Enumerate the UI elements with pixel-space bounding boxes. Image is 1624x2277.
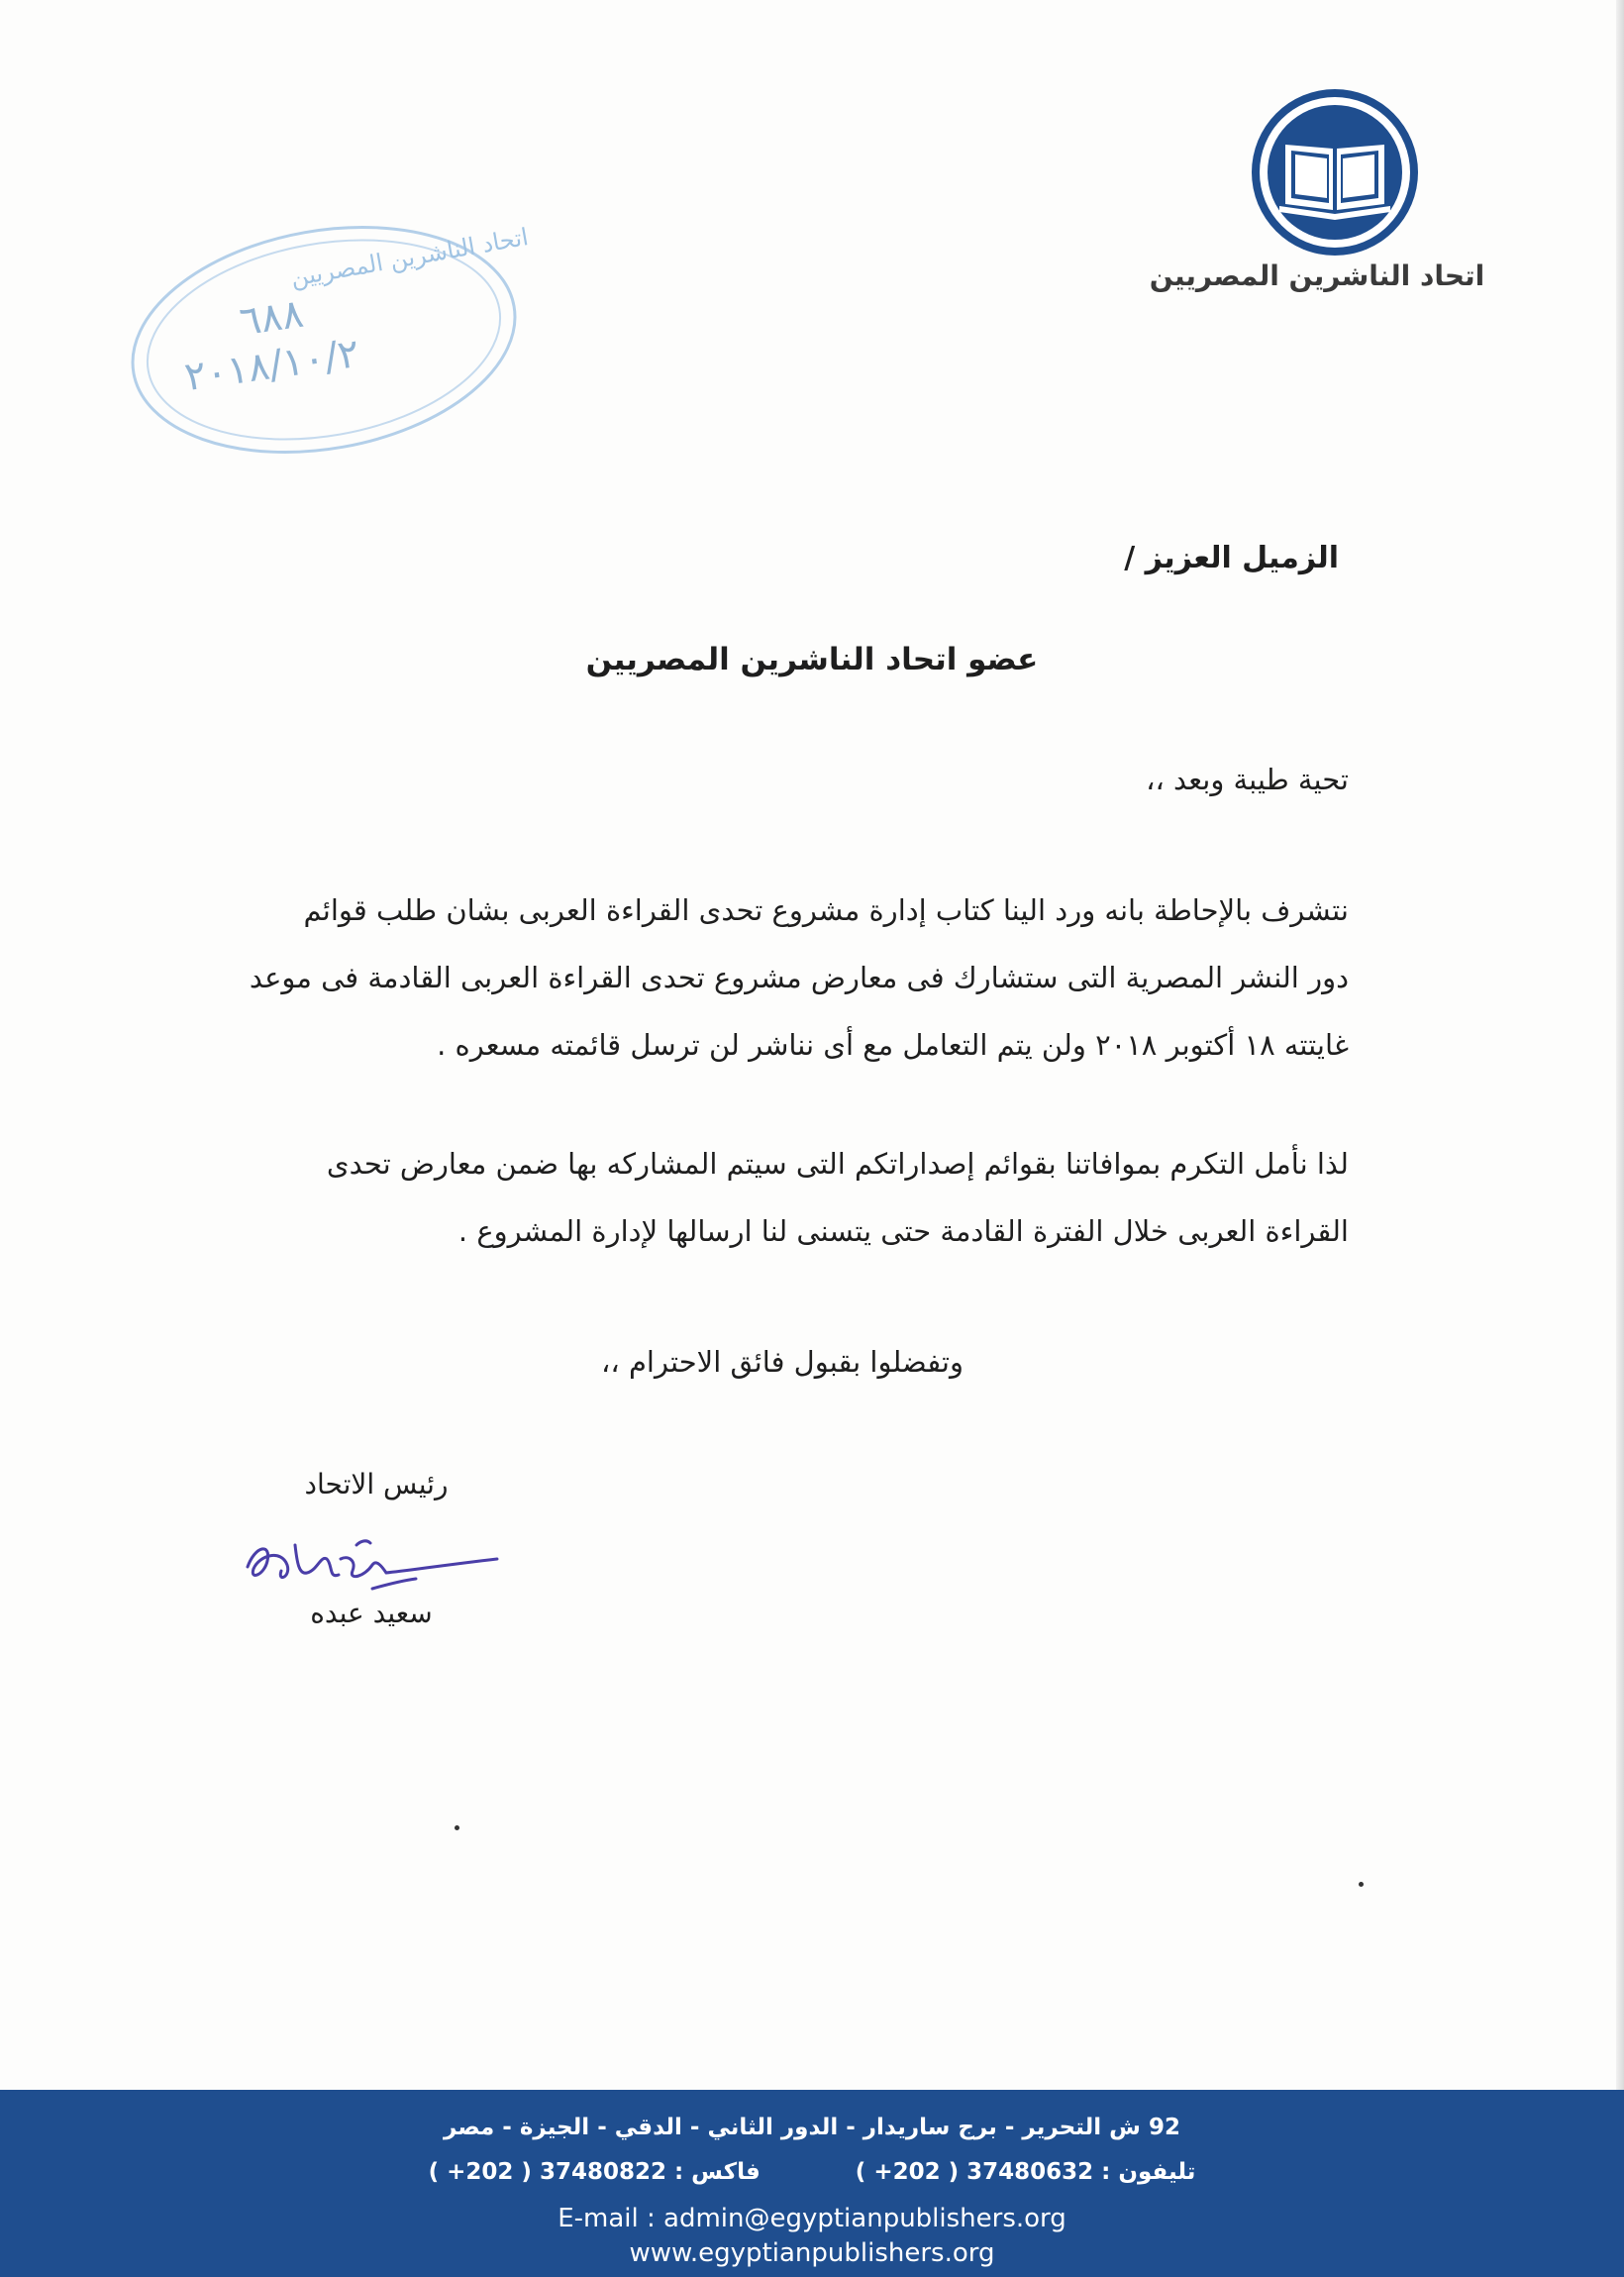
scan-speck — [455, 1825, 459, 1830]
org-name: اتحاد الناشرين المصريين — [1149, 259, 1485, 292]
footer-contacts — [198, 2159, 1426, 2185]
paragraph-1-line: غايتته ١٨ أكتوبر ٢٠١٨ ولن يتم التعامل مع أى نناشر لن ترسل قائمته مسعره . — [437, 1028, 1349, 1062]
open-book-icon — [1250, 87, 1420, 258]
paragraph-1-line: نتشرف بالإحاطة بانه ورد الينا كتاب إدارة مشروع تحدى القراءة العربى بشان طلب قوائم — [303, 893, 1349, 927]
signature-title: رئيس الاتحاد — [304, 1468, 449, 1501]
footer-email[interactable]: E-mail : admin@egyptianpublishers.org — [558, 2204, 1066, 2233]
paragraph-1-line: دور النشر المصرية التى ستشارك فى معارض مشروع تحدى القراءة العربى القادمة فى موعد — [249, 961, 1349, 994]
closing: وتفضلوا بقبول فائق الاحترام ،، — [601, 1345, 964, 1379]
salutation: الزميل العزيز / — [1124, 541, 1339, 575]
footer-website[interactable]: www.egyptianpublishers.org — [629, 2238, 995, 2268]
handwritten-signature — [238, 1515, 505, 1604]
paragraph-2-line: القراءة العربى خلال الفترة القادمة حتى يتسنى لنا ارسالها لإدارة المشروع . — [457, 1214, 1349, 1248]
stamp-org-text: اتحاد الناشرين المصريين — [288, 223, 531, 292]
greeting: تحية طيبة وبعد ،، — [1146, 763, 1349, 796]
footer-address: 92 ش التحرير - برج ساريدار - الدور الثاني - الدقي - الجيزة - مصر — [444, 2115, 1180, 2140]
footer-phone: تليفون : 37480632 ( 202+ ) — [855, 2159, 1196, 2185]
footer-fax: فاكس : 37480822 ( 202+ ) — [428, 2159, 761, 2185]
received-stamp — [121, 216, 537, 464]
stamp-date: ٢٠١٨/١٠/٢ — [181, 330, 362, 401]
scan-speck — [1359, 1882, 1364, 1887]
stamp-number: ٦٨٨ — [237, 290, 307, 346]
signatory-name: سعيد عبده — [310, 1597, 433, 1629]
paragraph-2-line: لذا نأمل التكرم بموافاتنا بقوائم إصداراتكم التى سيتم المشاركه بها ضمن معارض تحدى — [326, 1147, 1349, 1181]
page-edge-shadow — [1616, 0, 1624, 2277]
addressee: عضو اتحاد الناشرين المصريين — [585, 642, 1039, 677]
